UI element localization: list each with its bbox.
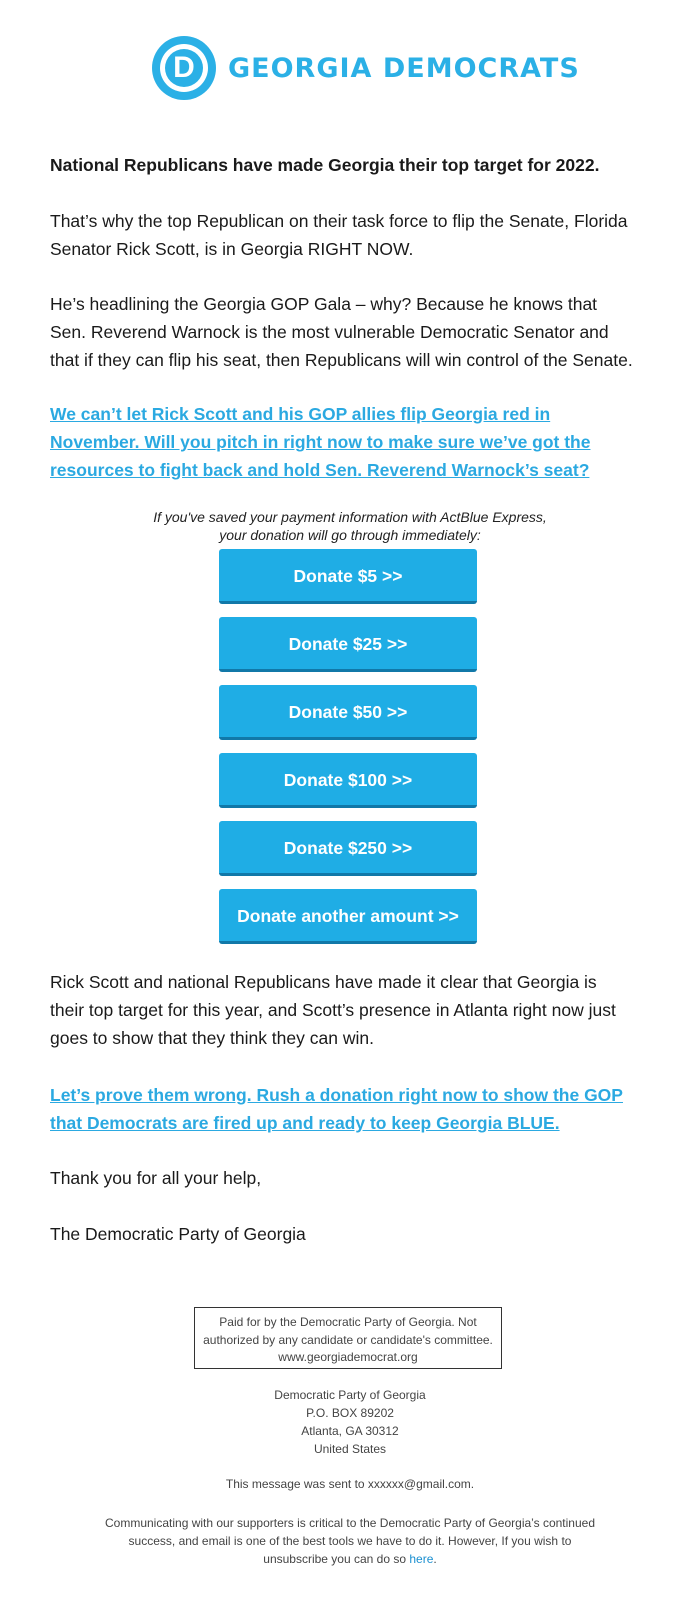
cta-link-1-line-2[interactable]: November. Will you pitch in right now to make sure we’ve got the — [50, 432, 591, 452]
disclaimer-line-1: Paid for by the Democratic Party of Georgia. Not — [219, 1315, 477, 1329]
paragraph-3-line-1: Rick Scott and national Republicans have made it clear that Georgia is — [50, 972, 597, 992]
cta-link-2-line-1[interactable]: Let’s prove them wrong. Rush a donation right now to show the GOP — [50, 1085, 623, 1105]
donate-other-amount-button[interactable]: Donate another amount >> — [219, 889, 477, 944]
unsub-line-2: success, and email is one of the best tools we have to do it. However, If you wish to — [128, 1534, 572, 1548]
logo-text: GEORGIA DEMOCRATS — [228, 52, 580, 84]
unsub-suffix: . — [433, 1552, 437, 1566]
democrats-d-icon: D — [152, 36, 216, 100]
paragraph-1 — [50, 207, 650, 263]
actblue-express-note — [0, 508, 700, 544]
signature-block — [50, 1220, 650, 1248]
unsub-line-3: unsubscribe you can do so — [263, 1552, 410, 1566]
thanks-text: Thank you for all your help, — [50, 1168, 262, 1188]
express-note-line-2: your donation will go through immediately: — [219, 527, 481, 543]
paragraph-1-line-2: Senator Rick Scott, is in Georgia RIGHT NOW. — [50, 239, 414, 259]
unsub-line-1: Communicating with our supporters is critical to the Democratic Party of Georgia’s continued — [105, 1516, 595, 1530]
sent-to-notice — [0, 1475, 700, 1493]
signature: The Democratic Party of Georgia — [50, 1224, 306, 1244]
donate-250-button[interactable]: Donate $250 >> — [219, 821, 477, 876]
unsubscribe-notice — [0, 1514, 700, 1568]
paragraph-2 — [50, 290, 650, 374]
donate-25-button[interactable]: Donate $25 >> — [219, 617, 477, 672]
disclaimer-website[interactable]: www.georgiademocrat.org — [278, 1350, 418, 1364]
paragraph-2-line-2: Sen. Reverend Warnock is the most vulnerable Democratic Senator and — [50, 322, 609, 342]
donate-5-button[interactable]: Donate $5 >> — [219, 549, 477, 604]
cta-link-1-line-1[interactable]: We can’t let Rick Scott and his GOP allies flip Georgia red in — [50, 404, 551, 424]
paragraph-1-line-1: That’s why the top Republican on their task force to flip the Senate, Florida — [50, 211, 628, 231]
sent-to-suffix: . — [470, 1477, 475, 1491]
address-line-2: P.O. BOX 89202 — [306, 1406, 394, 1420]
thanks-block — [50, 1164, 650, 1192]
cta-link-2[interactable] — [50, 1081, 650, 1137]
address-line-4: United States — [313, 1442, 387, 1456]
cta-link-1-line-3[interactable]: resources to fight back and hold Sen. Reverend Warnock’s seat? — [50, 460, 590, 480]
cta-link-1[interactable] — [50, 400, 650, 484]
mailing-address — [0, 1386, 700, 1458]
sent-to-prefix: This message was sent to — [225, 1477, 368, 1491]
cta-link-2-line-2[interactable]: that Democrats are fired up and ready to keep Georgia BLUE. — [50, 1113, 560, 1133]
paid-for-disclaimer — [194, 1307, 502, 1369]
unsub-line-3-wrap — [0, 1550, 700, 1568]
georgia-democrats-logo[interactable] — [152, 34, 580, 102]
disclaimer-line-2: authorized by any candidate or candidate's committee. — [203, 1332, 493, 1347]
unsubscribe-link[interactable]: here — [409, 1552, 434, 1566]
address-line-1: Democratic Party of Georgia — [274, 1388, 426, 1402]
address-line-3: Atlanta, GA 30312 — [301, 1424, 399, 1438]
paragraph-2-line-1: He’s headlining the Georgia GOP Gala – why? Because he knows that — [50, 294, 598, 314]
paragraph-3-line-3: goes to show that they think they can win. — [50, 1028, 374, 1048]
paragraph-2-line-3: that if they can flip his seat, then Republicans will win control of the Senate. — [50, 350, 633, 370]
headline: National Republicans have made Georgia their top target for 2022. — [50, 155, 600, 175]
express-note-line-1: If you've saved your payment information with ActBlue Express, — [153, 509, 547, 525]
donate-100-button[interactable]: Donate $100 >> — [219, 753, 477, 808]
donate-50-button[interactable]: Donate $50 >> — [219, 685, 477, 740]
paragraph-3-line-2: their top target for this year, and Scott’s presence in Atlanta right now just — [50, 1000, 616, 1020]
headline-block — [50, 151, 650, 179]
sent-to-email[interactable]: xxxxxx@gmail.com — [367, 1477, 471, 1491]
paragraph-3 — [50, 968, 650, 1052]
